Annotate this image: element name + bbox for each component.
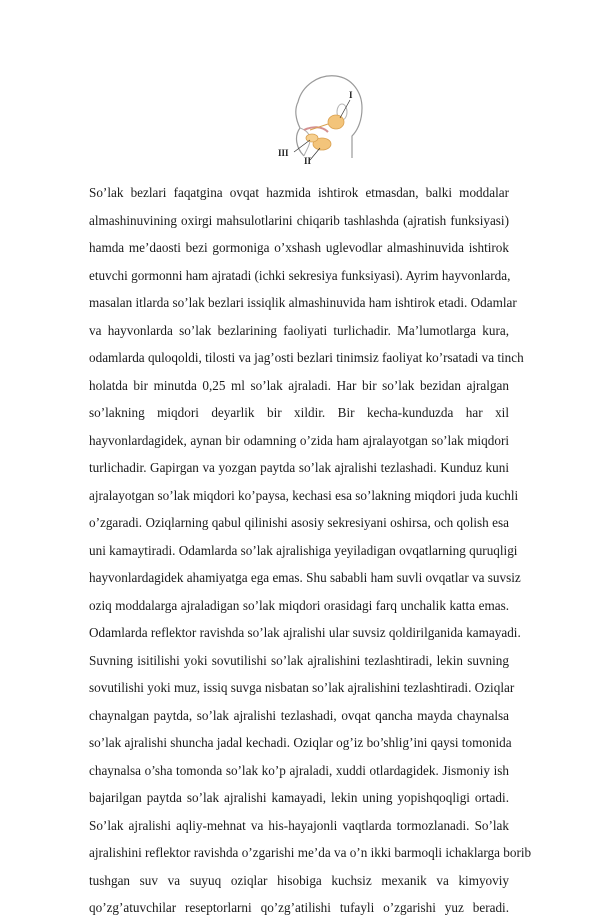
text-line: almashinuvining oxirgi mahsulotlarini chiqarib tashlashda (ajratish funksiyasi) bbox=[89, 212, 509, 228]
text-line: holatda bir minutda 0,25 ml so’lak ajraladi. Har bir so’lak bezidan ajralgan bbox=[89, 377, 509, 393]
text-line: Odamlarda reflektor ravishda so’lak ajralishi ular suvsiz qoldirilganida kamayadi. bbox=[89, 625, 521, 640]
text-line: qo’zg’atuvchilar reseptorlarni qo’zg’atilishi tufayli o’zgarishi yuz beradi. bbox=[89, 900, 509, 915]
text-line: masalan itlarda so’lak bezlari issiqlik almashinuvida ham ishtirok etadi. Odamlar bbox=[89, 295, 517, 310]
body-paragraph bbox=[89, 179, 532, 922]
text-line: hayvonlardagidek ahamiyatga ega emas. Shu sababli ham suvli ovqatlar va suvsiz bbox=[89, 570, 521, 585]
text-line: o’zgaradi. Oziqlarning qabul qilinishi asosiy sekresiyani oshirsa, och qolish esa bbox=[89, 515, 509, 530]
text-line: ajralishini reflektor ravishda o’zgarishi me’da va o’n ikki barmoqli ichaklarga borib bbox=[89, 845, 532, 860]
text-line: ajralayotgan so’lak miqdori ko’paysa, kechasi esa so’lakning miqdori juda kuchli bbox=[89, 487, 519, 503]
text-line: so’lakning miqdori deyarlik bir xildir. Bir kecha-kunduzda har xil bbox=[89, 405, 509, 420]
text-line: turlichadir. Gapirgan va yozgan paytda so’lak ajralishi tezlashadi. Kunduz kuni bbox=[89, 460, 509, 475]
text-line: hamda me’daosti bezi gormoniga o’xshash uglevodlar almashinuvida ishtirok bbox=[89, 240, 509, 255]
text-line: chaynalsa o’sha tomonda so’lak ko’p ajraladi, xuddi otlardagidek. Jismoniy ish bbox=[89, 762, 509, 778]
figure-label-i: I bbox=[349, 90, 353, 100]
text-line: tushgan suv va suyuq oziqlar hisobiga kuchsiz mexanik va kimyoviy bbox=[89, 872, 509, 888]
text-line: uni kamaytiradi. Odamlarda so’lak ajralishiga yeyiladigan ovqatlarning quruqligi bbox=[89, 542, 518, 558]
text-line: odamlarda quloqoldi, tilosti va jag’osti bezlari tinimsiz faoliyat ko’rsatadi va tinch bbox=[89, 350, 524, 365]
sublingual-gland bbox=[306, 134, 318, 142]
text-line: oziq moddalarga ajraladigan so’lak miqdori orasidagi farq unchalik katta emas. bbox=[89, 597, 509, 613]
text-line: hayvonlardagidek, aynan bir odamning o’zida ham ajralayotgan so’lak miqdori bbox=[89, 432, 509, 448]
figure-label-ii: II bbox=[304, 156, 312, 166]
parotid-gland bbox=[328, 115, 344, 129]
text-line: chaynalgan paytda, so’lak ajralishi tezlashadi, ovqat qancha mayda chaynalsa bbox=[89, 707, 509, 723]
text-line: va hayvonlarda so’lak bezlarining faoliyati turlichadir. Ma’lumotlarga kura, bbox=[89, 322, 509, 338]
text-line: So’lak ajralishi aqliy-mehnat va his-hayajonli vaqtlarda tormozlanadi. So’lak bbox=[89, 817, 509, 833]
figure-label-iii: III bbox=[278, 148, 289, 158]
text-line: etuvchi gormonni ham ajratadi (ichki sekresiya funksiyasi). Ayrim hayvonlarda, bbox=[89, 267, 511, 283]
salivary-glands-figure bbox=[266, 64, 366, 174]
text-line: Suvning isitilishi yoki sovutilishi so’lak ajralishini tezlashtiradi, lekin suvning bbox=[89, 652, 509, 668]
text-line: So’lak bezlari faqatgina ovqat hazmida ishtirok etmasdan, balki moddalar bbox=[89, 185, 509, 200]
text-line: so’lak ajralishi shuncha jadal kechadi. Oziqlar og’iz bo’shlig’ini qaysi tomonida bbox=[89, 735, 512, 750]
text-line: sovutilishi yoki muz, issiq suvga nisbatan so’lak ajralishini tezlashtiradi. Oziqlar bbox=[89, 680, 515, 695]
text-line: bajarilgan paytda so’lak ajralishi kamayadi, lekin uning yopishqoqligi ortadi. bbox=[89, 790, 509, 805]
